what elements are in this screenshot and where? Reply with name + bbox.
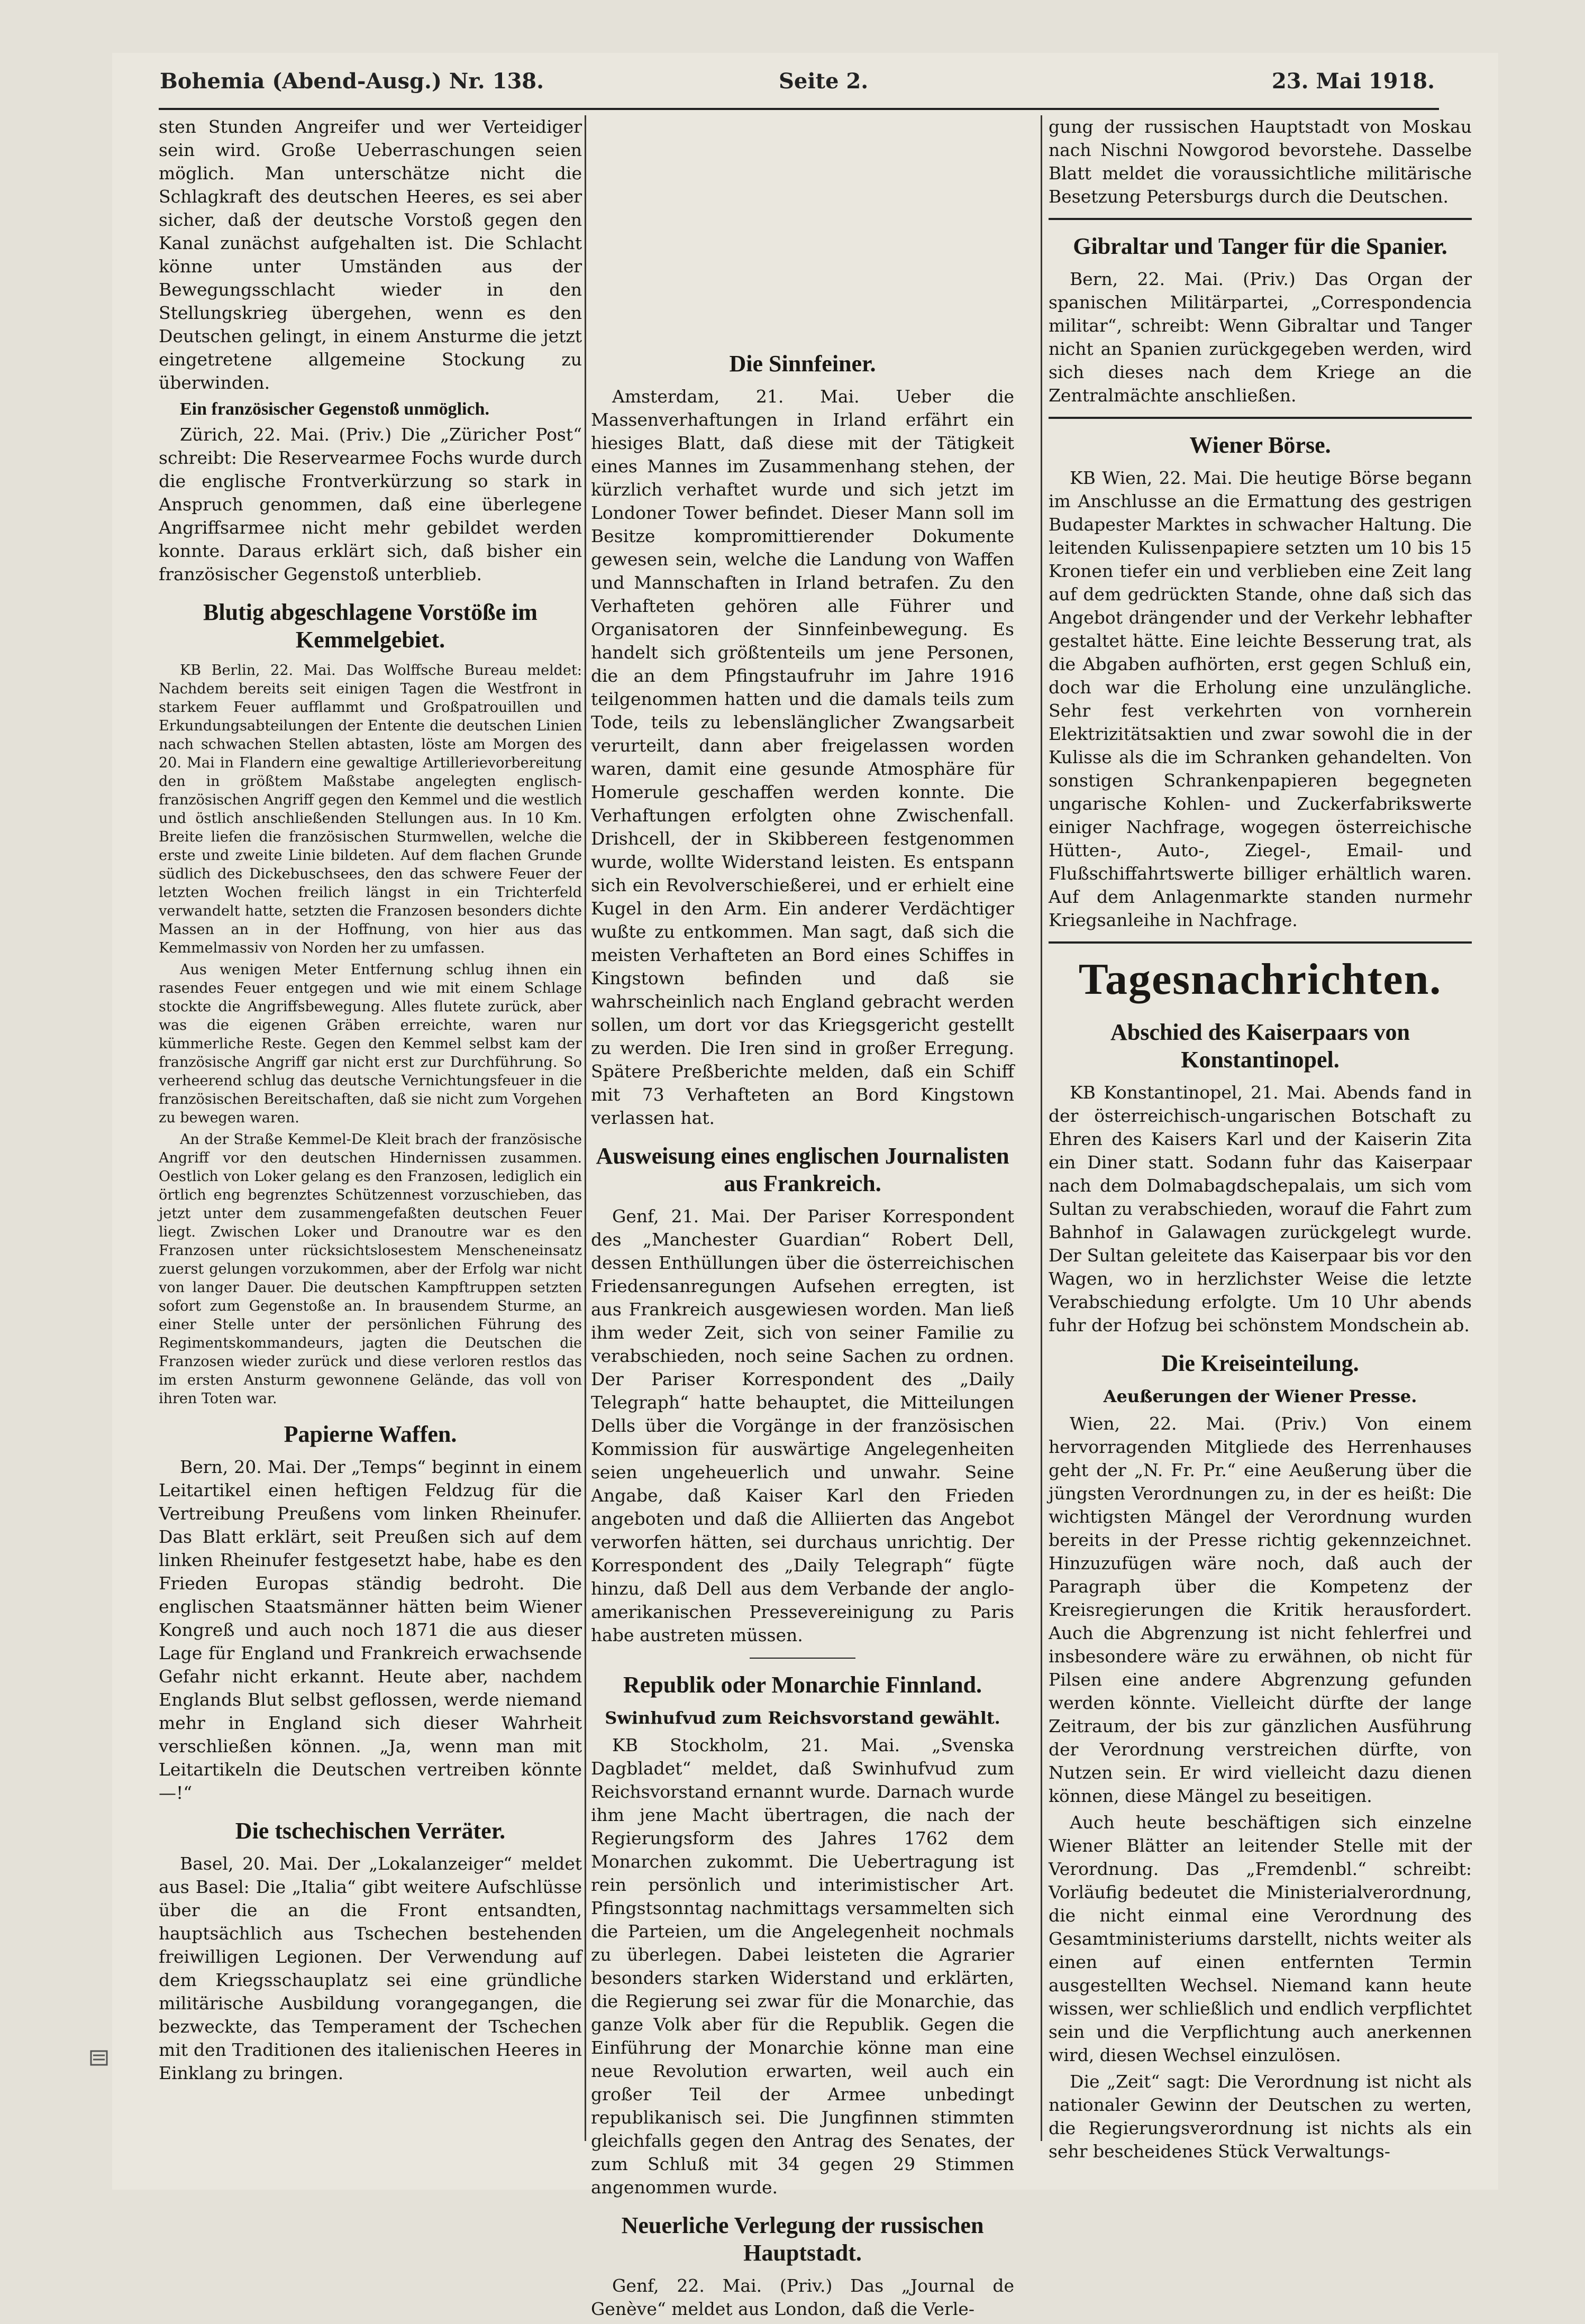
- article-title: Abschied des Kaiserpaars von Konstantinopel.: [1110, 1019, 1410, 1073]
- article-text: Die „Zeit“ sagt: Die Verordnung ist nicht als nationaler Gewinn der Deutschen zu werten, die Regierungsverordnung ist nichts als ein sehr bescheidenes Stück Verwaltungs-: [1049, 2071, 1472, 2162]
- column-1: [159, 115, 582, 2088]
- article-text: Amsterdam, 21. Mai. Ueber die Massenverhaftungen in Irland erfährt ein hiesiges Blatt, daß diese mit der Tätigkeit eines Mannes im Zusammenhang stehen, der kürzlich verhaftet wurde und sich jetzt im Londoner Tower befindet. Dieser Mann soll im Besitze kompromittierender Dokumente gewesen sein, welche die Landung von Waffen und Mannschaften in Irland betrafen. Zu den Verhafteten gehören alle Führer und Organisatoren der Sinnfeinbewegung. Es handelt sich größtenteils um jene Personen, die an dem Pfingstaufruhr im Jahre 1916 teilgenommen hatten und die damals teils zum Tode, teils zu lebenslänglicher Zwangsarbeit verurteilt, dann aber freigelassen worden waren, damit eine gesunde Atmosphäre für Homerule geschaffen werden konnte. Die Verhaftungen erfolgten ohne Zwischenfall. Drishcell, der in Skibbereen festgenommen wurde, wollte Widerstand leisten. Es entspann sich ein Revolverschießerei, und er erhielt eine Kugel in den Arm. Ein anderer Verdächtiger wußte zu entkommen. Man sagt, daß sich die meisten Verhafteten an Bord eines Schiffes in Kingstown befinden und daß sie wahrscheinlich nach England gebracht werden sollen, um dort vor das Kriegsgericht gestellt zu werden. Die Iren sind in großer Erregung. Spätere Preßberichte melden, daß ein Schiff mit 73 Verhafteten an Bord Kingstown verlassen hat.: [591, 386, 1014, 1128]
- page-header: [112, 63, 1498, 95]
- article-text: Genf, 22. Mai. (Priv.) Das „Journal de Genève“ meldet aus London, daß die Verle-: [591, 2275, 1014, 2319]
- article-subtitle: Swinhufvud zum Reichsvorstand gewählt.: [605, 1708, 1000, 1728]
- library-stamp-icon: [89, 2047, 110, 2068]
- article-title: Die Sinnfeiner.: [729, 351, 876, 377]
- article-title: Neuerliche Verlegung der russischen Hauptstadt.: [621, 2212, 984, 2266]
- article-title: Gibraltar und Tanger für die Spanier.: [1073, 233, 1447, 259]
- article-subtitle: Aeußerungen der Wiener Presse.: [1103, 1386, 1417, 1406]
- article-text: KB Wien, 22. Mai. Die heutige Börse begann im Anschlusse an die Ermattung des gestrigen Budapester Marktes in schwacher Haltung. Die leitenden Kulissenpapiere setzten um 10 bis 15 Kronen tiefer ein und verblieben eine Zeit lang auf dem gedrückten Stande, ohne daß sich das Angebot drängender und der Verkehr lebhafter gestaltet hätte. Eine leichte Besserung trat, als die Abgaben aufhörten, erst gegen Schluß ein, doch war die Erholung eine unzulängliche. Sehr fest verkehrten von vornherein Elektrizitätsaktien und zwar sowohl die in der Kulisse als die im Schranken gehandelten. Von sonstigen Schrankenpapieren begegneten ungarische Kohlen- und Zuckerfabrikswerte einiger Nachfrage, wogegen österreichische Hütten-, Auto-, Ziegel-, Email- und Flußschiffahrtswerte billiger erhältlich waren. Auf dem Anlagenmarkte standen nurmehr Kriegsanleihe in Nachfrage.: [1049, 468, 1472, 930]
- article-text: Bern, 20. Mai. Der „Temps“ beginnt in einem Leitartikel einen heftigen Feldzug für die Vertreibung Preußens vom linken Rheinufer. Das Blatt erklärt, seit Preußen sich auf dem linken Rheinufer festgesetzt habe, habe es den Frieden Europas ständig bedroht. Die englischen Staatsmänner hätten beim Wiener Kongreß und auch noch 1871 die aus dieser Lage für England und Frankreich erwachsende Gefahr nicht erkannt. Heute aber, nachdem Englands Blut selbst geflossen, werde niemand mehr in England sich dieser Wahrheit verschließen können. „Ja, wenn man mit Leitartikeln die Deutschen vertreiben könnte —!“: [159, 1457, 582, 1803]
- article-text: Zürich, 22. Mai. (Priv.) Die „Züricher Post“ schreibt: Die Reservearmee Fochs wurde durch die englische Frontverkürzung so stark in Anspruch genommen, daß eine überlegene Angriffsarmee nicht mehr gebildet werden konnte. Daraus erklärt sich, daß bisher ein französischer Gegenstoß unterblieb.: [159, 424, 582, 584]
- article-text: sten Stunden Angreifer und wer Verteidiger sein wird. Große Ueberraschungen seien möglich. Man unterschätze nicht die Schlagkraft des deutschen Heeres, es sei aber sicher, daß der deutsche Vorstoß gegen den Kanal zunächst aufgehalten ist. Die Schlacht könne unter Umständen aus der Bewegungsschlacht wieder in den Stellungskrieg übergehen, wenn es den Deutschen gelingt, in einem Ansturme die jetzt eingetretene allgemeine Stockung zu überwinden.: [159, 116, 582, 393]
- article-text: Basel, 20. Mai. Der „Lokalanzeiger“ meldet aus Basel: Die „Italia“ gibt weitere Aufschlüsse über die an die Front entsandten, hauptsächlich aus Tschechen bestehenden freiwilligen Legionen. Der Verwendung auf dem Kriegsschauplatz sei eine gründliche militärische Ausbildung vorangegangen, die bezweckte, das Temperament der Tschechen mit den Traditionen des italienischen Heeres in Einklang zu bringen.: [159, 1853, 582, 2083]
- column-2: [591, 115, 1014, 2324]
- divider: [1049, 218, 1472, 220]
- article-title: Die tschechischen Verräter.: [235, 1818, 506, 1844]
- article-text: Genf, 21. Mai. Der Pariser Korrespondent des „Manchester Guardian“ Robert Dell, dessen Enthüllungen über die österreichischen Friedensanregungen Aufsehen erregten, ist aus Frankreich ausgewiesen worden. Man ließ ihm weder Zeit, sich von seiner Familie zu verabschieden, noch seine Sachen zu ordnen. Der Pariser Korrespondent des „Daily Telegraph“ hatte behauptet, die Mitteilungen Dells über die Vorgänge in der französischen Kommission für auswärtige Angelegenheiten seien ungeheuerlich und unwahr. Seine Angabe, daß Kaiser Karl den Frieden angeboten und daß die Alliierten das Angebot verworfen hätten, sei durchaus unrichtig. Der Korrespondent des „Daily Telegraph“ fügte hinzu, daß Dell aus dem Verbande der anglo-amerikanischen Pressevereinigung zu Paris habe austreten müssen.: [591, 1206, 1014, 1645]
- article-text: gung der russischen Hauptstadt von Moskau nach Nischni Nowgorod bevorstehe. Dasselbe Blatt meldet die voraussichtliche militärische Besetzung Petersburgs durch die Deutschen.: [1049, 116, 1472, 207]
- divider: [750, 1658, 855, 1659]
- column-rule: [585, 115, 586, 2141]
- column-rule: [1041, 115, 1042, 2141]
- article-title: Blutig abgeschlagene Vorstöße im Kemmelgebiet.: [203, 599, 538, 653]
- article-text: Wien, 22. Mai. (Priv.) Von einem hervorragenden Mitgliede des Herrenhauses geht der „N. Fr. Pr.“ eine Aeußerung über die jüngsten Verordnungen zu, in der es heißt: Die wichtigsten Mängel der Verordnung wurden bereits in der Presse richtig gekennzeichnet. Hinzuzufügen wäre noch, daß auch der Paragraph über die Kompetenz der Kreisregierungen die Kritik herausfordert. Auch die Abgrenzung ist nicht fehlerfrei und insbesondere wäre zu erwähnen, ob nicht für Pilsen eine andere Abgrenzung gefunden werden könnte. Vielleicht dürfte der lange Zeitraum, der bis zur gänzlichen Ausführung der Verordnung verstreichen dürfte, von Nutzen sein. Er wird vielleicht dazu dienen können, diese Mängel zu beseitigen.: [1049, 1413, 1472, 1806]
- column-3: [1049, 115, 1472, 2166]
- issue-date: 23. Mai 1918.: [1271, 69, 1435, 94]
- article-text: An der Straße Kemmel-De Kleit brach der französische Angriff vor den deutschen Hindernissen zusammen. Oestlich von Loker gelang es den Franzosen, lediglich ein örtlich eng begrenztes Schützennest vorzuschieben, das jetzt unter dem zusammengefaßten deutschen Feuer liegt. Zwischen Loker und Dranoutre war es den Franzosen unter rücksichtslosestem Menscheneinsatz zuerst gelungen vorzukommen, aber der Erfolg war nicht von langer Dauer. Die deutschen Kampftruppen setzten sofort zum Gegenstoße an. In brausendem Sturme, an einer Stelle unter der persönlichen Führung des Regimentskommandeurs, jagten die Deutschen die Franzosen wieder zurück und diese verloren restlos das im ersten Ansturm gewonnene Gelände, das voll von ihren Toten war.: [159, 1131, 582, 1407]
- article-text: KB Berlin, 22. Mai. Das Wolffsche Bureau meldet: Nachdem bereits seit einigen Tagen die Westfront in starkem Feuer aufflammt und Großpatrouillen und Erkundungsabteilungen der Entente die deutschen Linien nach schwachen Stellen abtasten, löste am Morgen des 20. Mai in Flandern eine gewaltige Artillerievorbereitung den in größtem Maßstabe angelegten englisch-französischen Angriff gegen den Kemmel und die westlich und östlich anschließenden Stellungen aus. In 10 Km. Breite liefen die französischen Sturmwellen, welche die erste und zweite Linie bildeten. Auf dem flachen Grunde südlich des Dickebuschsees, den das schwere Feuer der letzten Wochen freilich längst in ein Trichterfeld verwandelt hatte, setzten die Franzosen besonders dichte Massen an in der Hoffnung, von hier aus das Kemmelmassiv von Norden her zu umfassen.: [159, 662, 582, 956]
- article-title: Wiener Börse.: [1189, 432, 1331, 458]
- article-title: Die Kreiseinteilung.: [1161, 1350, 1359, 1376]
- article-text: Bern, 22. Mai. (Priv.) Das Organ der spanischen Militärpartei, „Correspondencia militar“, schreibt: Wenn Gibraltar und Tanger nicht an Spanien zurückgegeben werden, wird sich dieses nach dem Kriege an die Zentralmächte anschließen.: [1049, 269, 1472, 406]
- divider: [1049, 417, 1472, 419]
- newspaper-page: [112, 53, 1498, 2319]
- blank-space: [591, 115, 1014, 337]
- article-title: Papierne Waffen.: [284, 1421, 457, 1447]
- header-rule: [159, 108, 1439, 110]
- section-heading: Tagesnachrichten.: [1078, 955, 1442, 1004]
- article-subheading: Ein französischer Gegenstoß unmöglich.: [180, 399, 489, 419]
- article-text: Aus wenigen Meter Entfernung schlug ihnen ein rasendes Feuer entgegen und wie mit einem Schlage stockte die Angriffsbewegung. Alles flutete zurück, aber was die eigenen Gräben erreichte, waren nur kümmerliche Reste. Gegen den Kemmel selbst kam der französische Angriff gar nicht erst zur Durchführung. So verheerend schlug das deutsche Vernichtungsfeuer in die französischen Bereitschaften, daß sie nicht zum Vorgehen zu bewegen waren.: [159, 962, 582, 1126]
- page-number: Seite 2.: [779, 69, 869, 94]
- article-text: KB Konstantinopel, 21. Mai. Abends fand in der österreichisch-ungarischen Botschaft zu Ehren des Kaisers Karl und der Kaiserin Zita ein Diner statt. Sodann fuhr das Kaiserpaar nach dem Dolmabagdschepalais, um sich vom Sultan zu verabschieden, worauf die Fahrt zum Bahnhof in Galawagen zurückgelegt wurde. Der Sultan geleitete das Kaiserpaar bis vor den Wagen, wo in herzlichster Weise die letzte Verabschiedung erfolgte. Um 10 Uhr abends fuhr der Hofzug bei schönstem Mondschein ab.: [1049, 1082, 1472, 1335]
- divider: [1049, 941, 1472, 944]
- masthead: Bohemia (Abend-Ausg.) Nr. 138.: [160, 69, 544, 94]
- article-title: Ausweisung eines englischen Journalisten aus Frankreich.: [596, 1143, 1009, 1196]
- article-title: Republik oder Monarchie Finnland.: [623, 1672, 982, 1698]
- article-text: Auch heute beschäftigen sich einzelne Wiener Blätter an leitender Stelle mit der Verordnung. Das „Fremdenbl.“ schreibt: Vorläufig bedeutet die Ministerialverordnung, die nicht einmal eine Verordnung des Gesamtministeriums darstellt, nichts weiter als einen auf einen entfernten Termin ausgestellten Wechsel. Niemand kann heute wissen, wer schließlich und endlich verpflichtet sein und die Verpflichtung auch anerkennen wird, diesen Wechsel einzulösen.: [1049, 1812, 1472, 2065]
- article-text: KB Stockholm, 21. Mai. „Svenska Dagbladet“ meldet, daß Swinhufvud zum Reichsvorstand ernannt wurde. Darnach wurde ihm jene Macht übertragen, die nach der Regierungsform des Jahres 1762 dem Monarchen zukommt. Die Uebertragung ist rein persönlich und interimistischer Art. Pfingstsonntag nachmittags versammelten sich die Parteien, um die Angelegenheit nochmals zu überlegen. Dabei leisteten die Agrarier besonders starken Widerstand und erklärten, die Regierung sei zwar für die Monarchie, das ganze Volk aber für die Republik. Gegen die Einführung der Monarchie könne man eine neue Revolution erwarten, weil auch ein großer Teil der Armee unbedingt republikanisch sei. Die Jungfinnen stimmten gleichfalls gegen den Antrag des Senates, der zum Schluß mit 34 gegen 29 Stimmen angenommen wurde.: [591, 1735, 1014, 2198]
